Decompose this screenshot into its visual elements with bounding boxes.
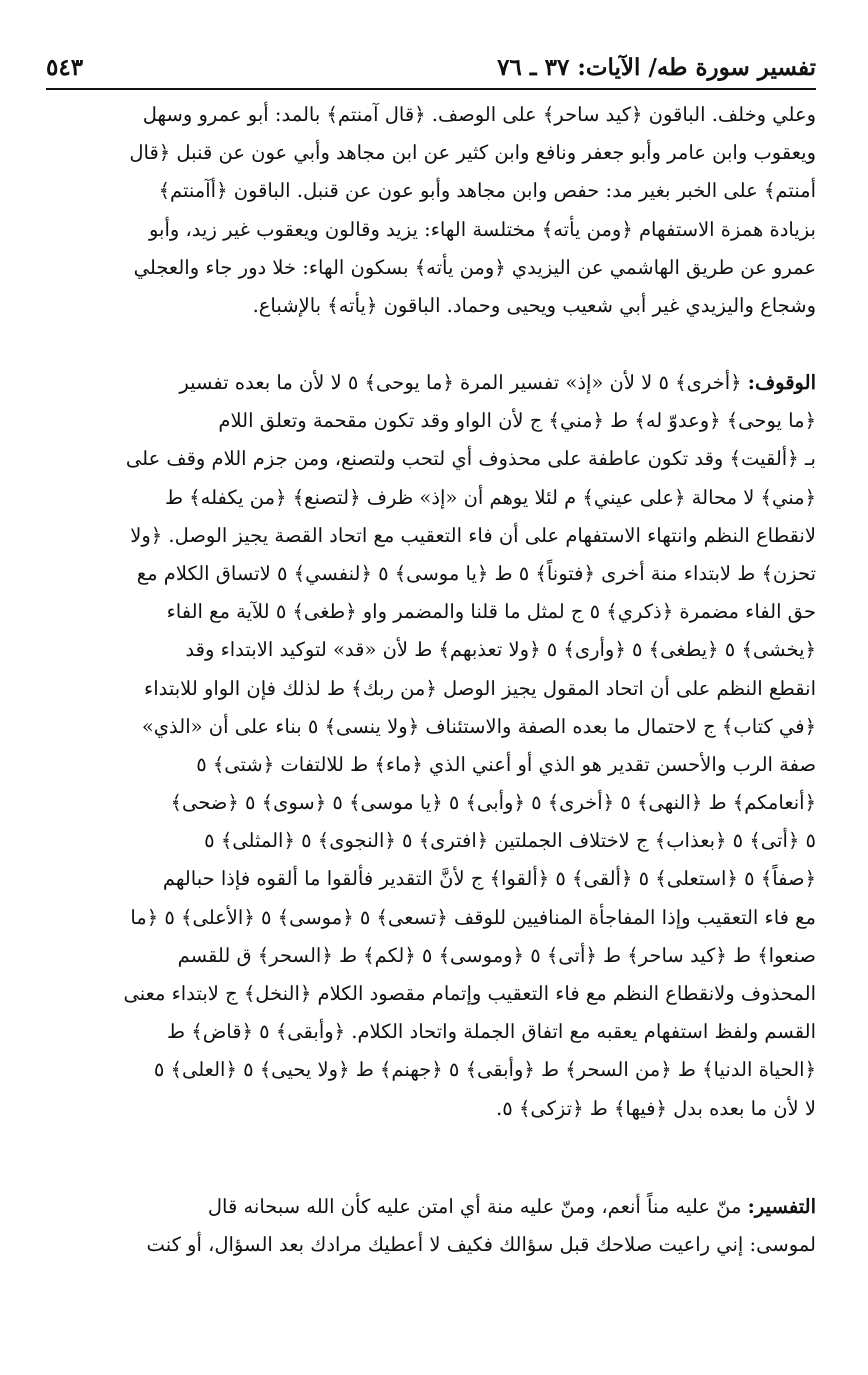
text-line: عمرو عن طريق الهاشمي عن اليزيدي ﴿ومن يأته﴾ بسكون الهاء: خلا دور جاء والعجلي bbox=[133, 255, 816, 279]
text-line: صفة الرب والأحسن تقدير هو الذي أو أعني الذي ﴿ماء﴾ ط للالتفات ﴿شتى﴾ ٥ bbox=[196, 752, 816, 776]
text-line: صنعوا﴾ ط ﴿كيد ساحر﴾ ط ﴿أتى﴾ ٥ ﴿وموسى﴾ ٥ ﴿لكم﴾ ط ﴿السحر﴾ ق للقسم bbox=[177, 943, 816, 967]
text-line: أمنتم﴾ على الخبر بغير مد: حفص وابن مجاهد وأبو عون عن قنبل. الباقون ﴿أآمنتم﴾ bbox=[158, 179, 816, 203]
tafsir-first-line: منّ عليه مناً أنعم، ومنّ عليه منة أي امتن عليه كأن الله سبحانه قال bbox=[207, 1195, 748, 1218]
text-line: بـ ﴿ألقيت﴾ وقد تكون عاطفة على محذوف أي لتحب ولتصنع، ومن جزم اللام وقف على bbox=[125, 447, 816, 471]
text-line: لا لأن ما بعده بدل ﴿فيها﴾ ط ﴿تزكى﴾ ٥. bbox=[496, 1096, 816, 1120]
text-line: تحزن﴾ ط لابتداء منة أخرى ﴿فتوناً﴾ ٥ ط ﴿يا موسى﴾ ٥ ﴿لنفسي﴾ ٥ لاتساق الكلام مع bbox=[136, 561, 816, 585]
text-line: ٥ ﴿أتى﴾ ٥ ﴿بعذاب﴾ ج لاختلاف الجملتين ﴿افترى﴾ ٥ ﴿النجوى﴾ ٥ ﴿المثلى﴾ ٥ bbox=[204, 829, 816, 853]
text-line: ﴿في كتاب﴾ ج لاحتمال ما بعده الصفة والاستئناف ﴿ولا ينسى﴾ ٥ بناء على أن «الذي» bbox=[141, 714, 816, 738]
text-line: ﴿يخشى﴾ ٥ ﴿يطغى﴾ ٥ ﴿وأرى﴾ ٥ ﴿ولا تعذبهم﴾ ط لأن «قد» لتوكيد الابتداء وقد bbox=[185, 638, 816, 662]
text-line: لموسى: إني راعيت صلاحك قبل سؤالك فكيف لا أعطيك مرادك بعد السؤال، أو كنت bbox=[146, 1233, 816, 1257]
text-line: وعلي وخلف. الباقون ﴿كيد ساحر﴾ على الوصف. ﴿قال آمنتم﴾ بالمد: أبو عمرو وسهل bbox=[142, 103, 816, 126]
text-line: انقطع النظم على أن اتحاد المقول يجيز الوصل ﴿من ربك﴾ ط لذلك فإن الواو للابتداء bbox=[144, 676, 816, 700]
page-number: ٥٤٣ bbox=[46, 54, 84, 81]
readings-paragraph bbox=[50, 96, 816, 325]
text-line: بزيادة همزة الاستفهام ﴿ومن يأته﴾ مختلسة الهاء: يزيد وقالون ويعقوب غير زيد، وأبو bbox=[148, 217, 816, 241]
text-line bbox=[50, 1188, 816, 1226]
text-line: ﴿مني﴾ لا محالة ﴿على عيني﴾ م لئلا يوهم أن «إذ» ظرف ﴿لتصنع﴾ ﴿من يكفله﴾ ط bbox=[164, 485, 816, 509]
waqf-first-line: ﴿أخرى﴾ ٥ لا لأن «إذ» تفسير المرة ﴿ما يوحى﴾ ٥ لا لأن ما بعده تفسير bbox=[179, 371, 748, 394]
tafsir-heading: التفسير: bbox=[747, 1195, 816, 1218]
text-line: ﴿أنعامكم﴾ ط ﴿النهى﴾ ٥ ﴿أخرى﴾ ٥ ﴿وأبى﴾ ٥ ﴿يا موسى﴾ ٥ ﴿سوى﴾ ٥ ﴿ضحى﴾ bbox=[170, 791, 816, 815]
waqf-paragraph bbox=[50, 364, 816, 1128]
running-head: تفسير سورة طه/ الآيات: ٣٧ ـ ٧٦ bbox=[497, 54, 816, 81]
waqf-heading: الوقوف: bbox=[747, 371, 816, 394]
text-line: القسم ولفظ استفهام يعقبه مع اتفاق الجملة واتحاد الكلام. ﴿وأبقى﴾ ٥ ﴿قاض﴾ ط bbox=[167, 1020, 816, 1044]
text-line: ويعقوب وابن عامر وأبو جعفر ونافع وابن كثير عن ابن مجاهد وأبي عون عن قنبل ﴿قال bbox=[129, 141, 816, 165]
text-line: وشجاع واليزيدي غير أبي شعيب ويحيى وحماد. الباقون ﴿يأته﴾ بالإشباع. bbox=[252, 293, 816, 317]
text-line: حق الفاء مضمرة ﴿ذكري﴾ ٥ ج لمثل ما قلنا والمضمر واو ﴿طغى﴾ ٥ للآية مع الفاء bbox=[166, 600, 816, 624]
text-line: المحذوف ولانقطاع النظم مع فاء التعقيب وإتمام مقصود الكلام ﴿النخل﴾ ج لابتداء معنى bbox=[123, 982, 816, 1005]
text-line: مع فاء التعقيب وإذا المفاجأة المنافيين للوقف ﴿تسعى﴾ ٥ ﴿موسى﴾ ٥ ﴿الأعلى﴾ ٥ ﴿ما bbox=[130, 905, 816, 929]
text-line: لانقطاع النظم وانتهاء الاستفهام على أن فاء التعقيب مع اتحاد القصة يجيز الوصل. ﴿ولا bbox=[130, 523, 816, 547]
text-line: ﴿ما يوحى﴾ ﴿وعدوّ له﴾ ط ﴿مني﴾ ج لأن الواو وقد تكون مقحمة وتعلق اللام bbox=[218, 409, 816, 433]
page-header bbox=[46, 48, 816, 90]
text-line: ﴿صفاً﴾ ٥ ﴿استعلى﴾ ٥ ﴿ألقى﴾ ٥ ﴿ألقوا﴾ ج لأنَّ التقدير فألقوا ما ألقوه فإذا حبالهم bbox=[162, 867, 816, 891]
text-line: ﴿الحياة الدنيا﴾ ط ﴿من السحر﴾ ط ﴿وأبقى﴾ ٥ ﴿جهنم﴾ ط ﴿ولا يحيى﴾ ٥ ﴿العلى﴾ ٥ bbox=[153, 1058, 816, 1082]
tafsir-paragraph bbox=[50, 1188, 816, 1264]
text-line bbox=[50, 364, 816, 402]
